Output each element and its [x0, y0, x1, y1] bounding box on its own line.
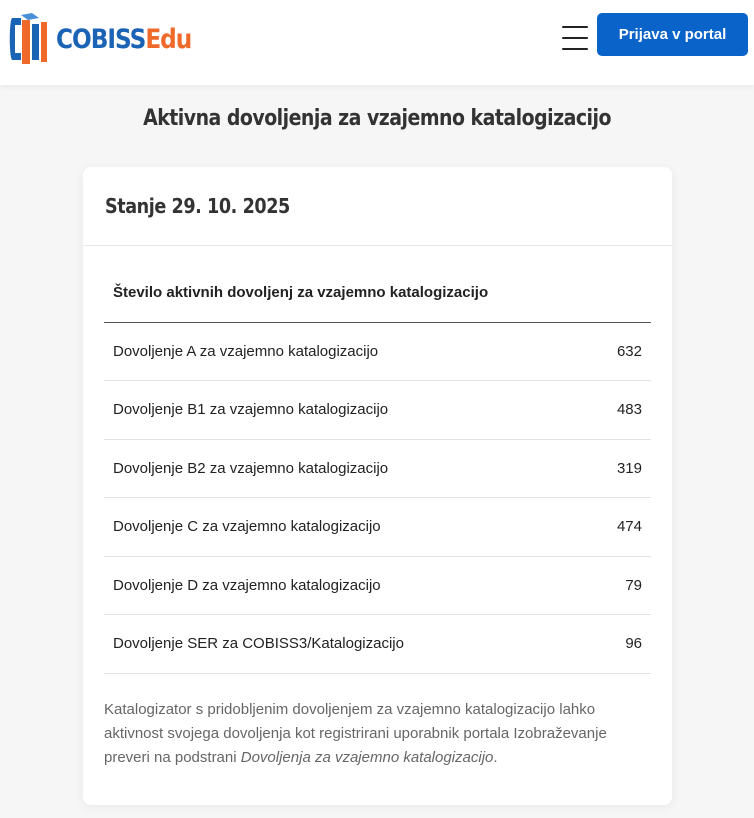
- top-bar: [0, 0, 754, 85]
- permissions-table: [104, 264, 651, 674]
- row-value: 319: [595, 439, 651, 498]
- table-header: Število aktivnih dovoljenj za vzajemno katalogizacijo: [104, 264, 651, 322]
- table-row: [104, 556, 651, 615]
- row-label: Dovoljenje C za vzajemno katalogizacijo: [104, 498, 595, 557]
- row-value: 96: [595, 615, 651, 674]
- row-label: Dovoljenje A za vzajemno katalogizacijo: [104, 322, 595, 381]
- card-header: [83, 167, 672, 246]
- logo-wordmark: COBISSEdu: [56, 23, 192, 55]
- table-row: [104, 615, 651, 674]
- cobiss-book-logo-icon: [6, 12, 50, 66]
- hamburger-menu-icon[interactable]: [562, 26, 588, 50]
- table-row: [104, 439, 651, 498]
- status-date-heading: Stanje 29. 10. 2025: [105, 194, 290, 218]
- row-label: Dovoljenje B1 za vzajemno katalogizacijo: [104, 381, 595, 440]
- row-value: 632: [595, 322, 651, 381]
- table-row: [104, 381, 651, 440]
- permissions-card: [83, 167, 672, 805]
- row-label: Dovoljenje SER za COBISS3/Katalogizacijo: [104, 615, 595, 674]
- page-title: Aktivna dovoljenja za vzajemno katalogizacijo: [143, 106, 611, 131]
- cobiss-edu-logo[interactable]: [6, 12, 213, 66]
- info-note: Katalogizator s pridobljenim dovoljenjem za vzajemno katalogizacijo lahko aktivnost svojega dovoljenja kot registrirani uporabnik portala Izobraževanje preveri na podstrani Dovoljenja za vzajemno katalogizacijo.: [104, 701, 607, 766]
- subpage-link[interactable]: Dovoljenja za vzajemno katalogizacijo: [240, 749, 494, 766]
- table-row: [104, 322, 651, 381]
- row-value: 474: [595, 498, 651, 557]
- row-label: Dovoljenje D za vzajemno katalogizacijo: [104, 556, 595, 615]
- login-portal-button[interactable]: Prijava v portal: [597, 13, 748, 56]
- table-row: [104, 498, 651, 557]
- row-value: 483: [595, 381, 651, 440]
- row-label: Dovoljenje B2 za vzajemno katalogizacijo: [104, 439, 595, 498]
- row-value: 79: [595, 556, 651, 615]
